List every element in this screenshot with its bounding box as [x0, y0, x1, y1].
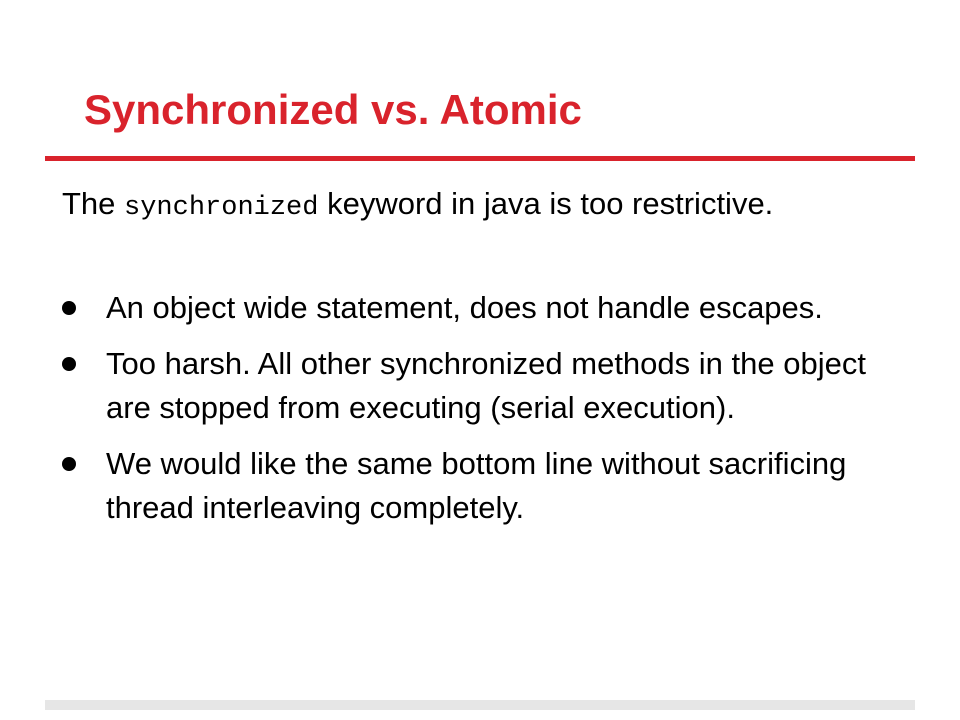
bullet-dot-icon	[62, 457, 76, 471]
intro-prefix: The	[62, 186, 125, 221]
slide-title: Synchronized vs. Atomic	[84, 86, 582, 133]
intro-suffix: keyword in java is too restrictive.	[318, 186, 774, 221]
bullet-item	[62, 286, 882, 330]
bullet-item	[62, 442, 882, 530]
bullet-item	[62, 342, 882, 430]
bullet-list	[62, 286, 882, 542]
bullet-dot-icon	[62, 357, 76, 371]
bullet-dot-icon	[62, 301, 76, 315]
bullet-text: Too harsh. All other synchronized methods in the object are stopped from executing (serial execution).	[106, 346, 866, 425]
bullet-text: An object wide statement, does not handle escapes.	[106, 290, 823, 325]
intro-code-keyword: synchronized	[124, 193, 319, 223]
bullet-text: We would like the same bottom line without sacrificing thread interleaving completely.	[106, 446, 847, 525]
footer-bar	[45, 700, 915, 710]
intro-paragraph	[62, 182, 896, 230]
title-divider	[45, 156, 915, 161]
